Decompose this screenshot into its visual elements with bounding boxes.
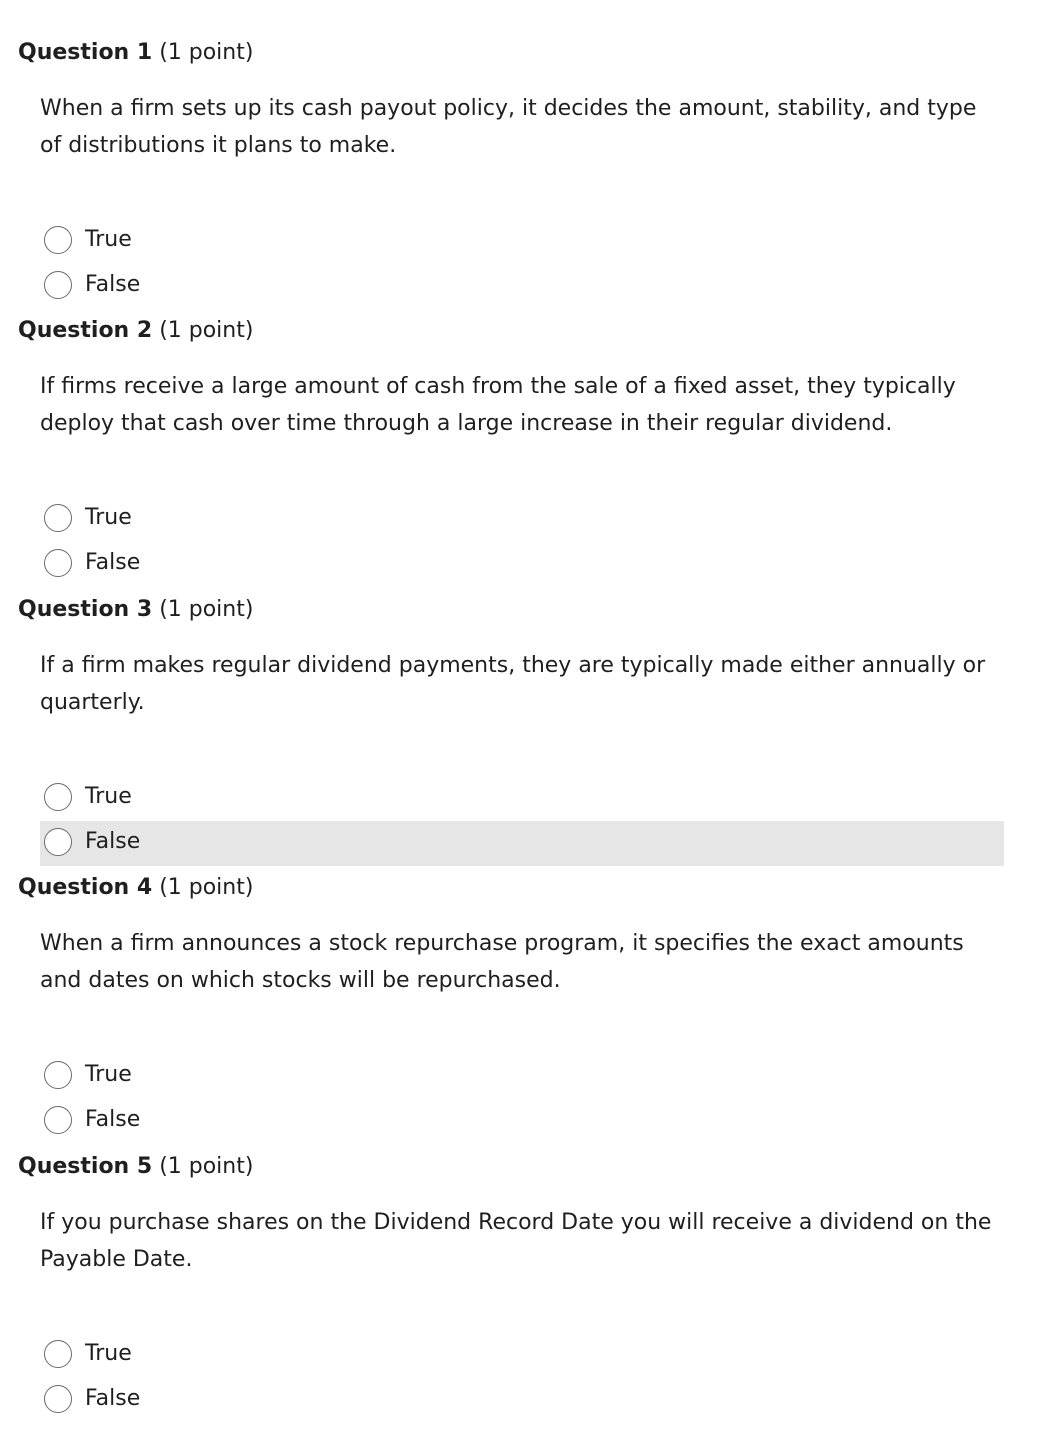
- question-header: [18, 871, 253, 905]
- option-label: False: [85, 550, 141, 575]
- option-true[interactable]: [40, 497, 1004, 542]
- radio-button[interactable]: [44, 271, 72, 299]
- question-2: [0, 314, 1042, 574]
- option-label: True: [85, 784, 132, 809]
- question-text: When a firm announces a stock repurchase program, it specifies the exact amounts and dates on which stocks will be repurchased.: [40, 931, 964, 993]
- option-true[interactable]: [40, 776, 1004, 821]
- radio-button[interactable]: [44, 504, 72, 532]
- radio-button[interactable]: [44, 1385, 72, 1413]
- option-false[interactable]: [40, 1099, 1004, 1144]
- question-title: Question 4: [18, 875, 153, 900]
- radio-button[interactable]: [44, 226, 72, 254]
- question-title: Question 5: [18, 1154, 153, 1179]
- question-title: Question 1: [18, 40, 153, 65]
- option-true[interactable]: [40, 219, 1004, 264]
- option-true[interactable]: [40, 1054, 1004, 1099]
- option-false[interactable]: [40, 821, 1004, 866]
- option-false[interactable]: [40, 542, 1004, 587]
- question-points: (1 point): [159, 40, 254, 65]
- question-text: When a firm sets up its cash payout policy, it decides the amount, stability, and type of distributions it plans to make.: [40, 96, 977, 158]
- option-label: False: [85, 1386, 141, 1411]
- question-text: If you purchase shares on the Dividend Record Date you will receive a dividend on the Payable Date.: [40, 1210, 992, 1272]
- radio-button[interactable]: [44, 783, 72, 811]
- option-false[interactable]: [40, 1378, 1004, 1423]
- question-text: If a firm makes regular dividend payments, they are typically made either annually or quarterly.: [40, 653, 986, 715]
- radio-button[interactable]: [44, 1340, 72, 1368]
- radio-button[interactable]: [44, 828, 72, 856]
- question-header: [18, 593, 253, 627]
- question-text: If firms receive a large amount of cash from the sale of a fixed asset, they typically deploy that cash over time through a large increase in their regular dividend.: [40, 374, 956, 436]
- option-label: True: [85, 227, 132, 252]
- question-header: [18, 314, 253, 348]
- radio-button[interactable]: [44, 549, 72, 577]
- question-points: (1 point): [159, 318, 254, 343]
- option-label: False: [85, 829, 141, 854]
- radio-button[interactable]: [44, 1106, 72, 1134]
- question-points: (1 point): [159, 875, 254, 900]
- option-label: False: [85, 272, 141, 297]
- option-label: True: [85, 505, 132, 530]
- question-title: Question 2: [18, 318, 153, 343]
- option-label: True: [85, 1341, 132, 1366]
- question-4: [0, 871, 1042, 1131]
- option-false[interactable]: [40, 264, 1004, 309]
- question-points: (1 point): [159, 597, 254, 622]
- question-1: [0, 36, 1042, 296]
- question-header: [18, 36, 253, 70]
- radio-button[interactable]: [44, 1061, 72, 1089]
- question-3: [0, 593, 1042, 853]
- question-points: (1 point): [159, 1154, 254, 1179]
- question-title: Question 3: [18, 597, 153, 622]
- option-label: False: [85, 1107, 141, 1132]
- option-true[interactable]: [40, 1333, 1004, 1378]
- option-label: True: [85, 1062, 132, 1087]
- question-header: [18, 1150, 253, 1184]
- question-5: [0, 1150, 1042, 1410]
